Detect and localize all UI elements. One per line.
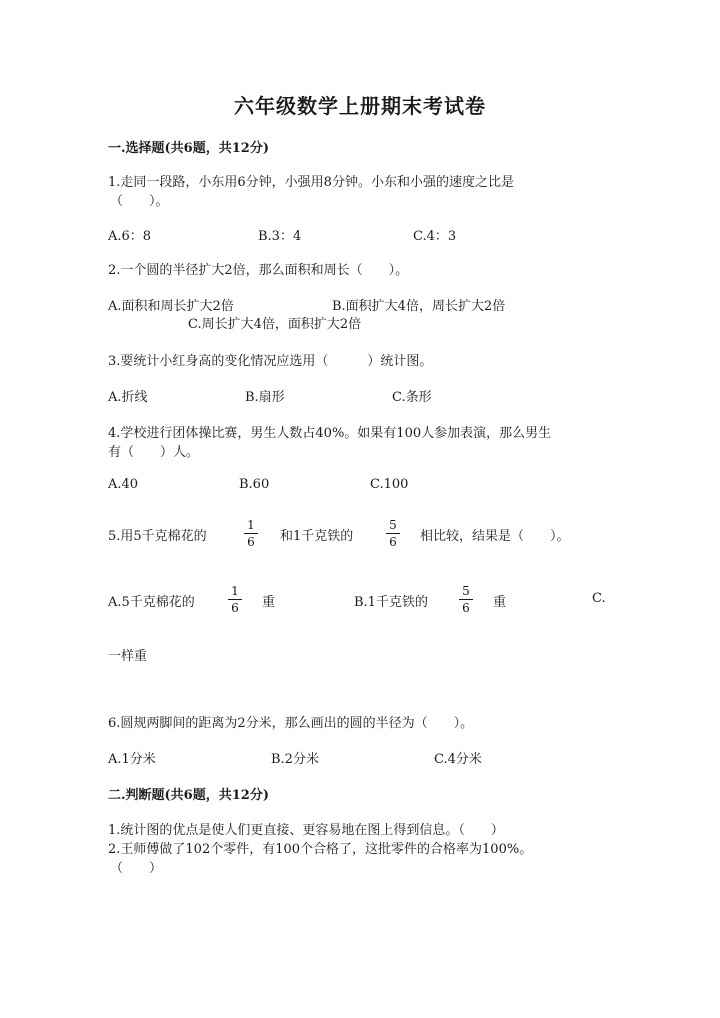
question-4-option-c[interactable]: C.100	[370, 477, 409, 492]
question-2-text: 2.一个圆的半径扩大2倍，那么面积和周长（ ）。	[108, 263, 409, 278]
question-5-option-b-suffix: 重	[493, 595, 507, 610]
judgement-2-line-2: （ ）	[110, 861, 163, 876]
fraction-denominator: 6	[462, 601, 470, 615]
question-5-option-a-fraction	[228, 584, 242, 615]
question-4-line-1: 4.学校进行团体操比赛，男生人数占40%。如果有100人参加表演，那么男生	[108, 426, 552, 441]
question-1-option-a[interactable]: A.6：8	[108, 229, 152, 244]
fraction-bar	[244, 533, 258, 534]
question-5-option-a-text: A.5千克棉花的	[108, 595, 195, 610]
fraction-denominator: 6	[389, 535, 397, 549]
fraction-bar	[459, 599, 473, 600]
question-5-option-a-suffix: 重	[262, 595, 276, 610]
question-5-part-3: 相比较，结果是（ ）。	[420, 529, 570, 544]
question-5-fraction-1	[244, 518, 258, 549]
question-5-option-b-text: B.1千克铁的	[354, 595, 428, 610]
fraction-bar	[228, 599, 242, 600]
fraction-denominator: 6	[247, 535, 255, 549]
question-2-option-a[interactable]: A.面积和周长扩大2倍	[108, 299, 234, 314]
question-2-option-b[interactable]: B.面积扩大4倍，周长扩大2倍	[332, 299, 506, 314]
question-4-option-a[interactable]: A.40	[108, 477, 139, 492]
question-1-option-c[interactable]: C.4：3	[413, 229, 457, 244]
question-4-option-b[interactable]: B.60	[239, 477, 270, 492]
fraction-numerator: 5	[462, 584, 470, 598]
question-6-option-a[interactable]: A.1分米	[108, 752, 156, 767]
question-3-option-c[interactable]: C.条形	[392, 390, 432, 405]
fraction-bar	[386, 533, 400, 534]
section-heading-choice: 一.选择题(共6题，共12分)	[108, 141, 269, 156]
section-heading-judgement: 二.判断题(共6题，共12分)	[108, 788, 269, 803]
question-1-option-b[interactable]: B.3：4	[258, 229, 302, 244]
question-6-option-b[interactable]: B.2分米	[271, 752, 319, 767]
question-5-part-2: 和1千克铁的	[280, 529, 354, 544]
question-3-option-b[interactable]: B.扇形	[245, 390, 285, 405]
judgement-1: 1.统计图的优点是使人们更直接、更容易地在图上得到信息。（ ）	[108, 823, 504, 838]
question-6-option-c[interactable]: C.4分米	[434, 752, 482, 767]
fraction-numerator: 1	[231, 584, 239, 598]
question-5-option-b-fraction	[459, 584, 473, 615]
question-6-text: 6.圆规两脚间的距离为2分米，那么画出的圆的半径为（ ）。	[108, 716, 474, 731]
fraction-numerator: 1	[247, 518, 255, 532]
question-1-line-1: 1.走同一段路，小东用6分钟，小强用8分钟。小东和小强的速度之比是	[108, 175, 514, 190]
fraction-numerator: 5	[389, 518, 397, 532]
fraction-denominator: 6	[231, 601, 239, 615]
question-2-option-c[interactable]: C.周长扩大4倍，面积扩大2倍	[188, 317, 362, 332]
question-5-part-1: 5.用5千克棉花的	[108, 529, 207, 544]
judgement-2-line-1: 2.王师傅做了102个零件，有100个合格了，这批零件的合格率为100%。	[108, 842, 533, 857]
question-5-fraction-2	[386, 518, 400, 549]
page-title: 六年级数学上册期末考试卷	[234, 94, 486, 118]
question-4-line-2: 有（ ）人。	[108, 445, 200, 460]
question-1-line-2: （ ）。	[110, 194, 169, 209]
question-3-text: 3.要统计小红身高的变化情况应选用（ ）统计图。	[108, 354, 433, 369]
question-5-option-c-wrap: 一样重	[108, 649, 148, 664]
question-5-option-c-label: C.	[592, 591, 606, 606]
question-3-option-a[interactable]: A.折线	[108, 390, 148, 405]
